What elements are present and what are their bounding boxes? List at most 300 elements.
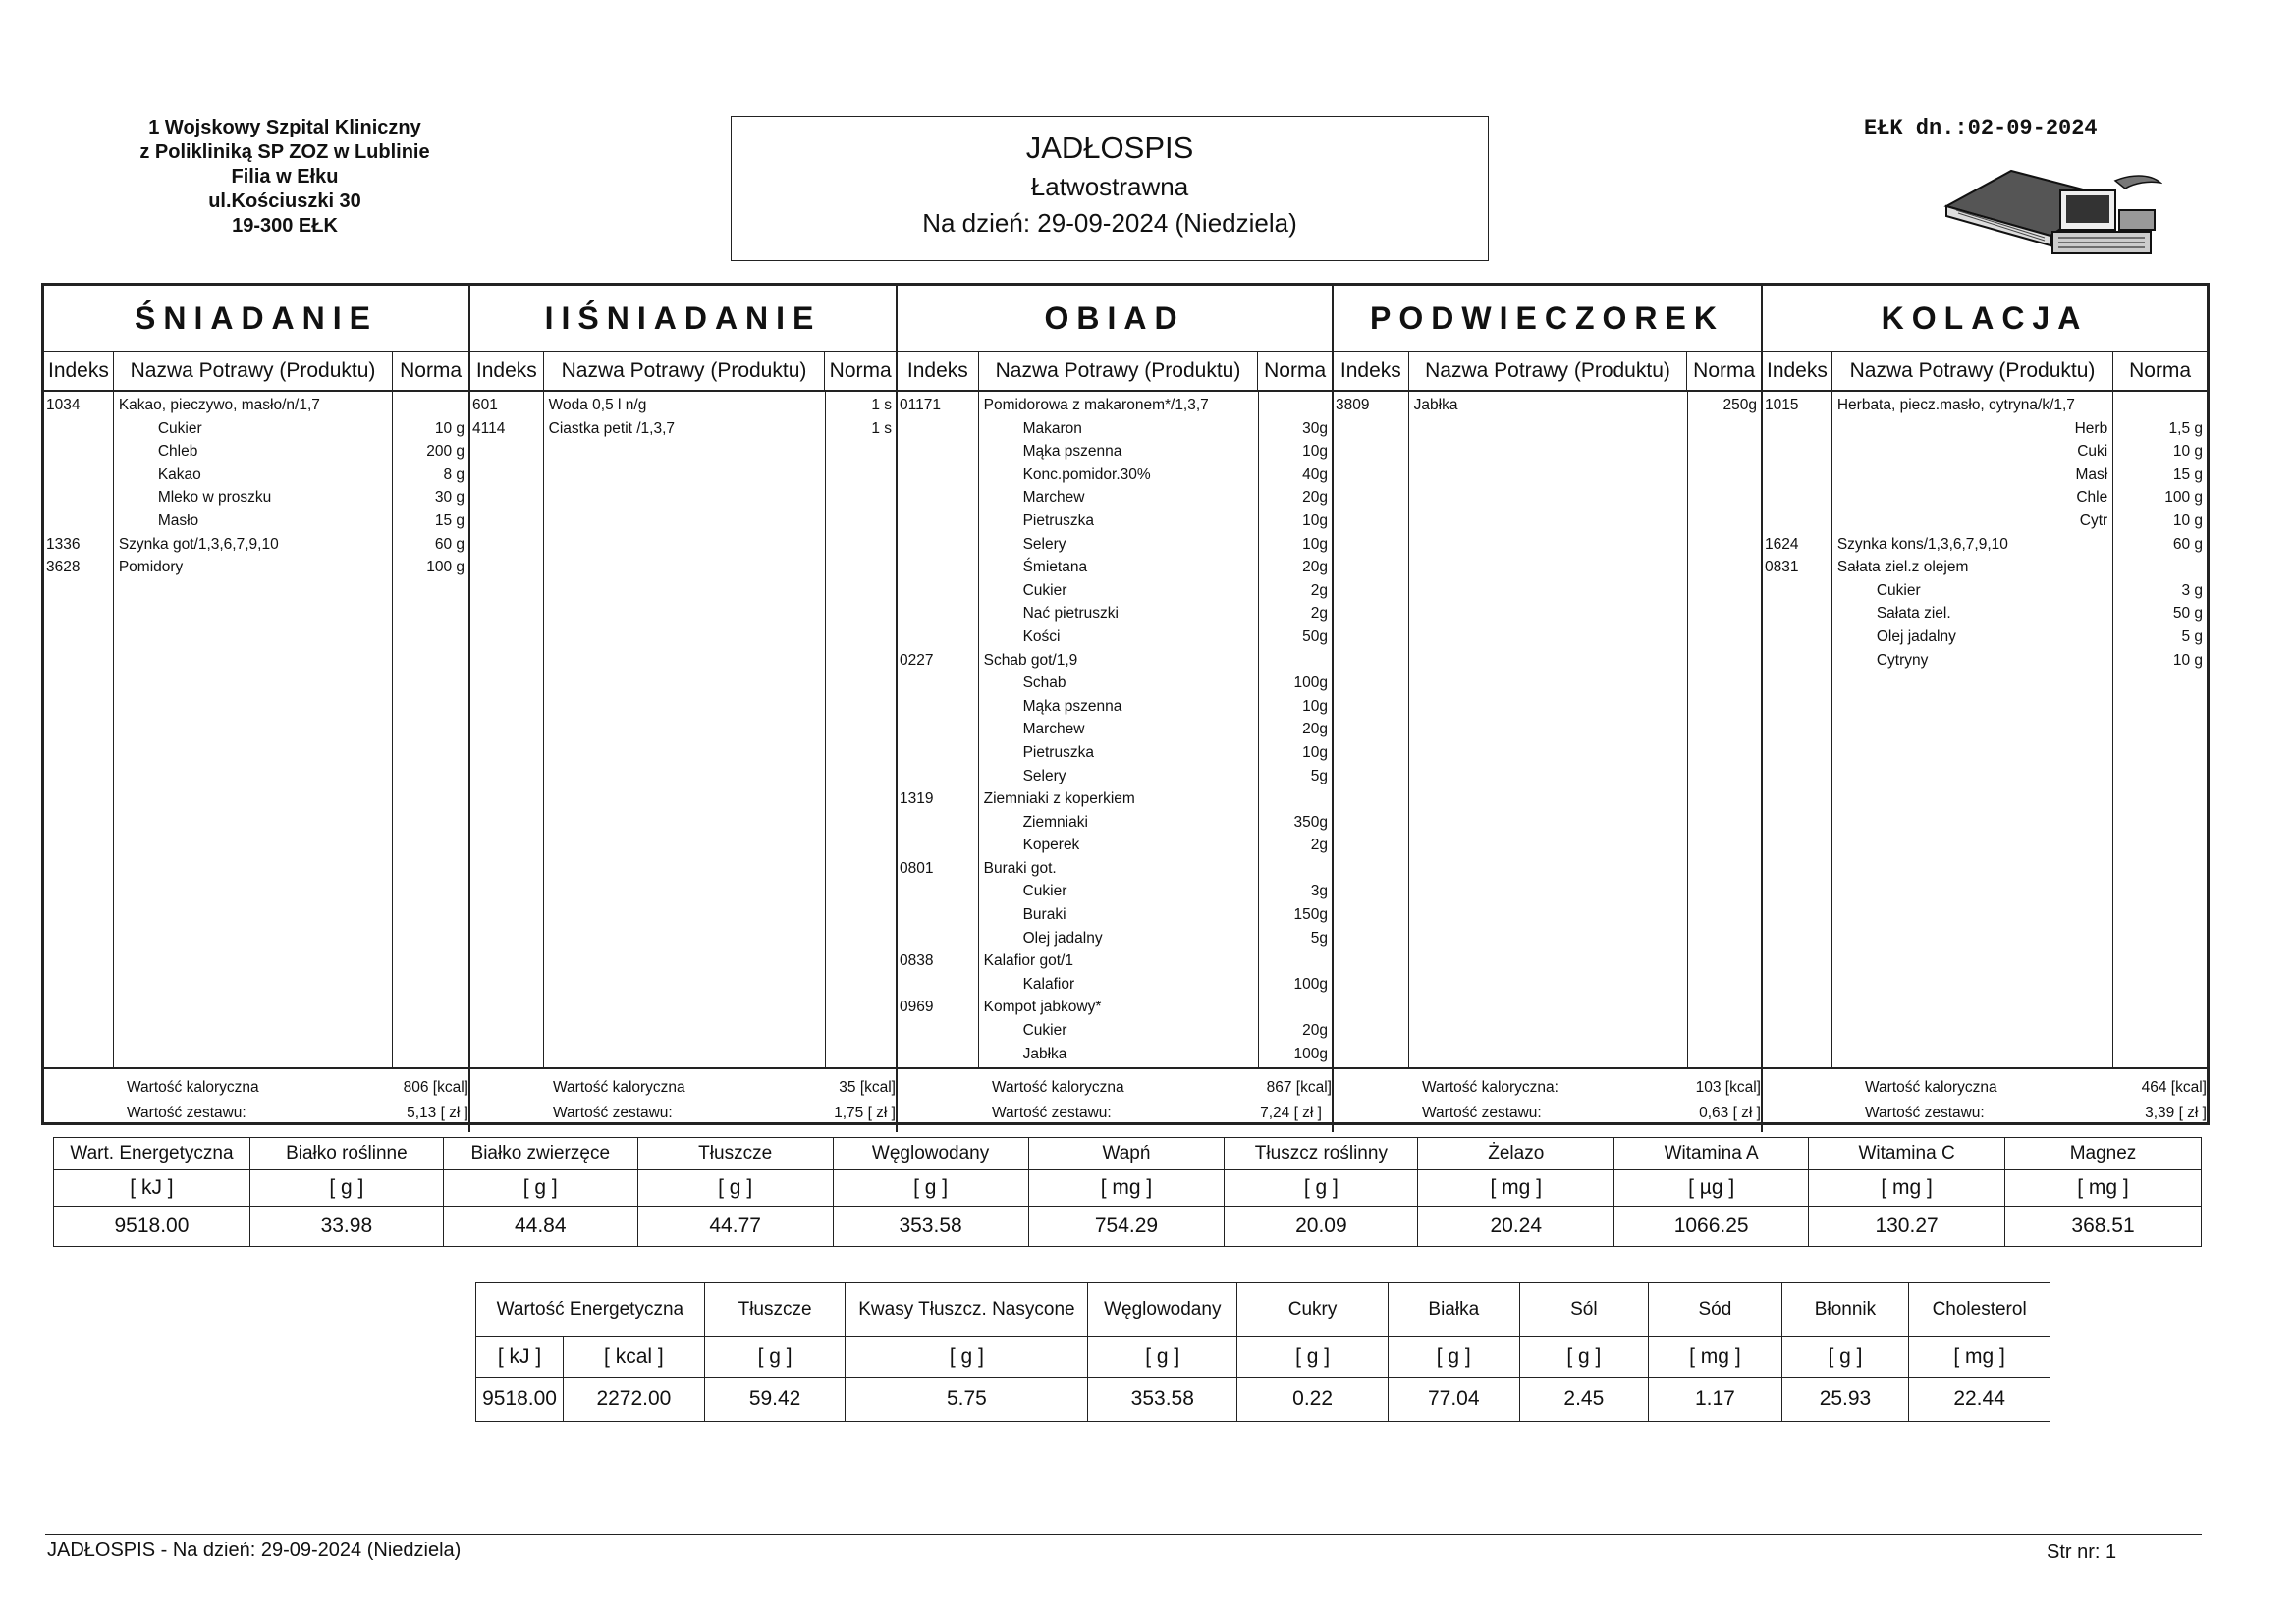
col-name: Nazwa Potrawy (Produktu): [114, 352, 393, 390]
item-name: Cytr: [2079, 512, 2108, 529]
item-index: 0969: [900, 999, 934, 1016]
nutrient-unit: [ g ]: [1237, 1337, 1389, 1378]
item-norm: [1258, 394, 1332, 417]
col-name: Nazwa Potrawy (Produktu): [979, 352, 1259, 390]
nutrient-unit: [ g ]: [637, 1170, 833, 1207]
meal-summary: [898, 1067, 1332, 1132]
item-name: Sałata ziel.: [1876, 605, 1951, 622]
item-index: [44, 463, 115, 487]
item-norm: 8 g: [443, 465, 465, 483]
column-header: [1334, 352, 1761, 392]
item-name: Śmietana: [1022, 559, 1088, 576]
item-index: [898, 718, 980, 741]
item-norm: 1,5 g: [2168, 419, 2204, 437]
item-name: Herb: [2074, 419, 2108, 437]
menu-item-row: [470, 417, 896, 441]
nutrient-header: Białka: [1388, 1283, 1519, 1337]
menu-item-row: [898, 417, 1332, 441]
nutrient-value: 0.22: [1237, 1378, 1389, 1422]
meal-title: KOLACJA: [1763, 286, 2207, 352]
cost-label: Wartość zestawu:: [127, 1105, 246, 1121]
item-name: Ziemniaki: [1022, 813, 1088, 831]
column-header: [898, 352, 1332, 392]
col-norm: Norma: [1264, 359, 1327, 382]
nutrient-value: 9518.00: [54, 1207, 250, 1247]
menu-item-row: [898, 811, 1332, 835]
item-name: Kalafior got/1: [983, 952, 1073, 970]
meal-items: [1334, 392, 1761, 1067]
item-norm: 10 g: [2172, 512, 2204, 529]
item-index: [898, 765, 980, 788]
item-name: Sałata ziel.z olejem: [1836, 559, 1969, 576]
kcal-label: Wartość kaloryczna: [992, 1079, 1124, 1096]
kcal-label: Wartość kaloryczna: [1865, 1079, 1997, 1096]
nutrient-header: Białko zwierzęce: [443, 1138, 637, 1170]
item-index: [898, 672, 980, 695]
meal-summary: [1763, 1067, 2207, 1132]
menu-item-row: [898, 949, 1332, 973]
meal-items: [44, 392, 468, 1067]
item-name: Schab: [1022, 675, 1066, 692]
item-index: [1763, 625, 1833, 649]
item-name: Masł: [2075, 465, 2108, 483]
hospital-line: z Polikliniką SP ZOZ w Lublinie: [139, 141, 430, 163]
menu-item-row: [44, 463, 468, 487]
column-divider: [1687, 392, 1688, 1067]
column-divider: [825, 392, 826, 1067]
item-index: [898, 1019, 980, 1043]
menu-item-row: [1763, 417, 2207, 441]
item-norm: 30g: [1302, 419, 1328, 437]
menu-item-row: [898, 440, 1332, 463]
item-norm: 10g: [1302, 443, 1328, 460]
meal-breakfast: [44, 286, 469, 1132]
col-index: Indeks: [1763, 352, 1832, 390]
column-divider: [543, 392, 544, 1067]
nutrient-header: Tłuszcze: [637, 1138, 833, 1170]
column-divider: [1408, 392, 1409, 1067]
item-norm: 10g: [1302, 512, 1328, 529]
menu-item-row: [898, 765, 1332, 788]
menu-item-row: [898, 579, 1332, 603]
nutrient-value: 368.51: [2005, 1207, 2202, 1247]
col-norm: Norma: [829, 359, 892, 382]
nutrient-header: Błonnik: [1781, 1283, 1909, 1337]
item-name: Cukier: [1022, 883, 1067, 900]
item-index: 601: [472, 397, 498, 413]
item-norm: 2g: [1310, 581, 1328, 599]
menu-item-row: [1763, 510, 2207, 533]
item-norm: 3g: [1310, 883, 1328, 900]
item-index: [44, 486, 115, 510]
kcal-value: 464 [kcal]: [2141, 1079, 2207, 1096]
meal-items: [1763, 392, 2207, 1067]
item-index: [898, 417, 980, 441]
item-name: Marchew: [1022, 721, 1085, 738]
column-header: [1763, 352, 2207, 392]
item-name: Masło: [157, 512, 199, 529]
meal-summary: [470, 1067, 896, 1132]
menu-item-row: [898, 787, 1332, 811]
item-index: [898, 510, 980, 533]
nutrition-table-1: [53, 1137, 2202, 1247]
nutrient-unit: [ mg ]: [1649, 1337, 1782, 1378]
item-norm: 40g: [1302, 465, 1328, 483]
item-name: Cukier: [1022, 581, 1067, 599]
item-norm: 10g: [1302, 743, 1328, 761]
menu-item-row: [44, 533, 468, 557]
item-index: [898, 579, 980, 603]
item-norm: [1258, 649, 1332, 673]
item-name: Chle: [2076, 489, 2108, 507]
menu-date: Na dzień: 29-09-2024 (Niedziela): [922, 208, 1297, 238]
menu-item-row: [898, 486, 1332, 510]
item-name: Selery: [1022, 535, 1066, 553]
item-norm: [1258, 857, 1332, 881]
item-name: Selery: [1022, 767, 1066, 784]
item-index: 0831: [1765, 559, 1799, 576]
item-name: Kalafior: [1022, 975, 1075, 993]
col-norm: Norma: [1693, 359, 1756, 382]
nutrient-value: 1.17: [1649, 1378, 1782, 1422]
column-header: [44, 352, 468, 392]
menu-item-row: [898, 996, 1332, 1019]
nutrient-header: Witamina A: [1614, 1138, 1809, 1170]
item-norm: 10 g: [434, 419, 465, 437]
col-index: Indeks: [1334, 352, 1409, 390]
item-norm: 20g: [1302, 489, 1328, 507]
menu-item-row: [1763, 486, 2207, 510]
item-norm: [393, 394, 468, 417]
item-norm: [1258, 996, 1332, 1019]
nutrient-value: 44.84: [443, 1207, 637, 1247]
meal-items: [898, 392, 1332, 1067]
print-date: EŁK dn.:02-09-2024: [1864, 116, 2098, 140]
menu-item-row: [898, 625, 1332, 649]
nutrient-value: 1066.25: [1614, 1207, 1809, 1247]
item-norm: 5g: [1310, 767, 1328, 784]
item-index: [898, 903, 980, 927]
item-index: [1763, 579, 1833, 603]
item-norm: [2113, 556, 2207, 579]
item-norm: 100 g: [426, 559, 465, 576]
nutrient-value: 9518.00: [476, 1378, 564, 1422]
menu-item-row: [898, 857, 1332, 881]
menu-item-row: [898, 973, 1332, 997]
menu-item-row: [1763, 602, 2207, 625]
menu-item-row: [1763, 625, 2207, 649]
nutrition-unit-row: [476, 1337, 2050, 1378]
nutrient-unit: [ mg ]: [1909, 1337, 2050, 1378]
item-name: Mąka pszenna: [1022, 697, 1122, 715]
nutrient-header: Cukry: [1237, 1283, 1389, 1337]
meal-items: [470, 392, 896, 1067]
cost-label: Wartość zestawu:: [1865, 1105, 1985, 1121]
item-index: [1763, 486, 1833, 510]
item-index: 3809: [1336, 397, 1370, 413]
item-index: 01171: [900, 397, 941, 413]
nutrient-unit: [ g ]: [1388, 1337, 1519, 1378]
nutrient-value: 353.58: [833, 1207, 1028, 1247]
menu-item-row: [898, 718, 1332, 741]
nutrient-unit: [ mg ]: [1809, 1170, 2005, 1207]
item-norm: [1258, 787, 1332, 811]
item-name: Olej jadalny: [1022, 929, 1103, 947]
item-name: Buraki: [1022, 906, 1066, 924]
nutrient-unit: [ g ]: [846, 1337, 1088, 1378]
kcal-value: 806 [kcal]: [403, 1079, 468, 1096]
hospital-line: 1 Wojskowy Szpital Kliniczny: [148, 117, 421, 138]
menu-item-row: [898, 927, 1332, 950]
menu-item-row: [44, 510, 468, 533]
item-norm: 60 g: [434, 535, 465, 553]
item-index: [44, 417, 115, 441]
nutrient-value: 44.77: [637, 1207, 833, 1247]
menu-item-row: [1763, 533, 2207, 557]
item-norm: 100g: [1293, 675, 1328, 692]
item-index: [898, 602, 980, 625]
item-index: 4114: [472, 419, 506, 437]
nutrient-unit: [ kJ ]: [476, 1337, 564, 1378]
col-name: Nazwa Potrawy (Produktu): [544, 352, 826, 390]
menu-item-row: [1763, 440, 2207, 463]
nutrition-value-row: [54, 1207, 2202, 1247]
meal-title: PODWIECZOREK: [1334, 286, 1761, 352]
nutrient-unit: [ g ]: [1088, 1337, 1237, 1378]
menu-item-row: [898, 695, 1332, 719]
nutrient-header: Cholesterol: [1909, 1283, 2050, 1337]
nutrition-header-row: [476, 1283, 2050, 1337]
hospital-address: [98, 116, 471, 239]
nutrient-header: Węglowodany: [1088, 1283, 1237, 1337]
item-index: 0227: [900, 651, 934, 669]
menu-item-row: [898, 880, 1332, 903]
meal-dinner: [897, 286, 1333, 1132]
nutrient-header: Tłuszcz roślinny: [1225, 1138, 1418, 1170]
item-norm: 3 g: [2181, 581, 2204, 599]
item-norm: 5 g: [2181, 627, 2204, 645]
menu-item-row: [44, 417, 468, 441]
kcal-label: Wartość kaloryczna: [127, 1079, 259, 1096]
nutrient-value: 20.09: [1225, 1207, 1418, 1247]
item-index: 3628: [46, 559, 81, 576]
diet-name: Łatwostrawna: [1030, 172, 1189, 201]
item-index: 1034: [46, 397, 81, 413]
item-name: Jabłka: [1022, 1045, 1067, 1062]
item-norm: 200 g: [426, 443, 465, 460]
item-name: Buraki got.: [983, 859, 1057, 877]
col-index: Indeks: [470, 352, 544, 390]
item-norm: 100g: [1293, 975, 1328, 993]
nutrient-value: 59.42: [704, 1378, 846, 1422]
item-name: Pomidory: [118, 559, 184, 576]
item-norm: 250g: [1722, 397, 1757, 413]
item-index: [898, 1043, 980, 1066]
item-norm: 10g: [1302, 535, 1328, 553]
cost-label: Wartość zestawu:: [992, 1105, 1112, 1121]
item-name: Pietruszka: [1022, 512, 1094, 529]
item-name: Cuki: [2077, 443, 2108, 460]
item-name: Ciastka petit /1,3,7: [548, 419, 676, 437]
item-index: [44, 440, 115, 463]
item-index: [1763, 649, 1833, 673]
meal-title: OBIAD: [898, 286, 1332, 352]
nutrient-unit: [ g ]: [443, 1170, 637, 1207]
item-name: Herbata, piecz.masło, cytryna/k/1,7: [1836, 397, 2075, 413]
nutrient-unit: [ µg ]: [1614, 1170, 1809, 1207]
nutrient-unit: [ mg ]: [2005, 1170, 2202, 1207]
item-index: 0801: [900, 859, 934, 877]
item-name: Cytryny: [1876, 651, 1929, 669]
meal-second-breakfast: [469, 286, 897, 1132]
nutrient-header: Magnez: [2005, 1138, 2202, 1170]
nutrient-header: Wartość Energetyczna: [476, 1283, 705, 1337]
item-name: Chleb: [157, 443, 198, 460]
nutrition-table-2: [475, 1282, 2050, 1422]
menu-item-row: [898, 1019, 1332, 1043]
nutrient-value: 25.93: [1781, 1378, 1909, 1422]
nutrient-unit: [ mg ]: [1418, 1170, 1614, 1207]
menu-item-row: [44, 394, 468, 417]
nutrient-header: Kwasy Tłuszcz. Nasycone: [846, 1283, 1088, 1337]
hospital-line: ul.Kościuszki 30: [208, 190, 361, 212]
item-index: [898, 834, 980, 857]
nutrient-header: Tłuszcze: [704, 1283, 846, 1337]
item-norm: 10 g: [2172, 651, 2204, 669]
item-index: 1336: [46, 535, 81, 553]
item-index: 1015: [1765, 397, 1799, 413]
cost-value: 5,13 [ zł ]: [407, 1105, 468, 1121]
item-index: [898, 741, 980, 765]
menu-item-row: [1763, 579, 2207, 603]
item-norm: 50 g: [2172, 605, 2204, 622]
nutrient-value: 22.44: [1909, 1378, 2050, 1422]
nutrition-header-row: [54, 1138, 2202, 1170]
item-index: [898, 927, 980, 950]
item-index: [898, 811, 980, 835]
item-name: Cukier: [157, 419, 202, 437]
nutrient-unit: [ g ]: [833, 1170, 1028, 1207]
item-index: [898, 533, 980, 557]
meal-title: IIŚNIADANIE: [470, 286, 896, 352]
nutrient-unit: [ g ]: [1519, 1337, 1649, 1378]
menu-item-row: [44, 440, 468, 463]
item-index: [898, 463, 980, 487]
meal-title: ŚNIADANIE: [44, 286, 468, 352]
item-index: [898, 440, 980, 463]
nutrient-header: Białko roślinne: [249, 1138, 443, 1170]
menu-item-row: [1763, 649, 2207, 673]
item-name: Marchew: [1022, 489, 1085, 507]
item-norm: 50g: [1302, 627, 1328, 645]
item-norm: 2g: [1310, 605, 1328, 622]
nutrition-value-row: [476, 1378, 2050, 1422]
nutrient-value: 130.27: [1809, 1207, 2005, 1247]
cost-label: Wartość zestawu:: [553, 1105, 673, 1121]
item-index: [1763, 463, 1833, 487]
item-index: [1763, 440, 1833, 463]
item-index: [44, 510, 115, 533]
nutrient-header: Sód: [1649, 1283, 1782, 1337]
item-norm: 150g: [1293, 906, 1328, 924]
nutrient-value: 2272.00: [564, 1378, 705, 1422]
nutrient-value: 5.75: [846, 1378, 1088, 1422]
item-name: Koperek: [1022, 837, 1080, 854]
col-norm: Norma: [2129, 359, 2192, 382]
nutrient-unit: [ g ]: [704, 1337, 846, 1378]
item-name: Olej jadalny: [1876, 627, 1956, 645]
kcal-label: Wartość kaloryczna: [553, 1079, 685, 1096]
nutrient-value: 2.45: [1519, 1378, 1649, 1422]
item-norm: 15 g: [2172, 465, 2204, 483]
nutrient-value: 77.04: [1388, 1378, 1519, 1422]
item-name: Nać pietruszki: [1022, 605, 1119, 622]
menu-item-row: [898, 903, 1332, 927]
item-name: Pietruszka: [1022, 743, 1094, 761]
book-computer-icon: [1942, 167, 2162, 261]
col-name: Nazwa Potrawy (Produktu): [1409, 352, 1688, 390]
title-box: [731, 116, 1489, 261]
item-index: 1319: [900, 790, 934, 808]
item-name: Kompot jabkowy*: [983, 999, 1102, 1016]
item-name: Konc.pomidor.30%: [1022, 465, 1151, 483]
col-norm: Norma: [400, 359, 463, 382]
menu-item-row: [898, 602, 1332, 625]
item-index: [1763, 510, 1833, 533]
nutrient-value: 754.29: [1028, 1207, 1225, 1247]
item-norm: 1 s: [871, 419, 893, 437]
kcal-value: 103 [kcal]: [1695, 1079, 1761, 1096]
nutrient-unit: [ kJ ]: [54, 1170, 250, 1207]
item-index: 1624: [1765, 535, 1799, 553]
item-name: Cukier: [1022, 1022, 1067, 1040]
item-name: Makaron: [1022, 419, 1082, 437]
item-name: Cukier: [1876, 581, 1921, 599]
cost-value: 1,75 [ zł ]: [834, 1105, 896, 1121]
menu-item-row: [898, 834, 1332, 857]
item-name: Jabłka: [1413, 397, 1458, 413]
kcal-value: 35 [kcal]: [839, 1079, 896, 1096]
menu-item-row: [898, 463, 1332, 487]
item-index: [1763, 417, 1833, 441]
nutrient-header: Wart. Energetyczna: [54, 1138, 250, 1170]
meal-summary: [44, 1067, 468, 1132]
menu-item-row: [44, 486, 468, 510]
nutrient-value: 33.98: [249, 1207, 443, 1247]
cost-value: 3,39 [ zł ]: [2145, 1105, 2207, 1121]
nutrient-unit: [ g ]: [1225, 1170, 1418, 1207]
nutrient-value: 353.58: [1088, 1378, 1237, 1422]
item-index: [898, 880, 980, 903]
cost-value: 0,63 [ zł ]: [1699, 1105, 1761, 1121]
col-index: Indeks: [44, 352, 114, 390]
page-number: Str nr: 1: [2047, 1542, 2117, 1563]
item-name: Mleko w proszku: [157, 489, 272, 507]
menu-item-row: [898, 394, 1332, 417]
nutrient-unit: [ g ]: [249, 1170, 443, 1207]
menu-item-row: [1763, 394, 2207, 417]
menu-item-row: [1763, 556, 2207, 579]
item-index: [898, 556, 980, 579]
nutrition-unit-row: [54, 1170, 2202, 1207]
item-norm: 5g: [1310, 929, 1328, 947]
col-index: Indeks: [898, 352, 979, 390]
item-norm: [1258, 949, 1332, 973]
menu-item-row: [898, 556, 1332, 579]
item-index: [1763, 602, 1833, 625]
nutrient-unit: [ g ]: [1781, 1337, 1909, 1378]
item-name: Ziemniaki z koperkiem: [983, 790, 1135, 808]
